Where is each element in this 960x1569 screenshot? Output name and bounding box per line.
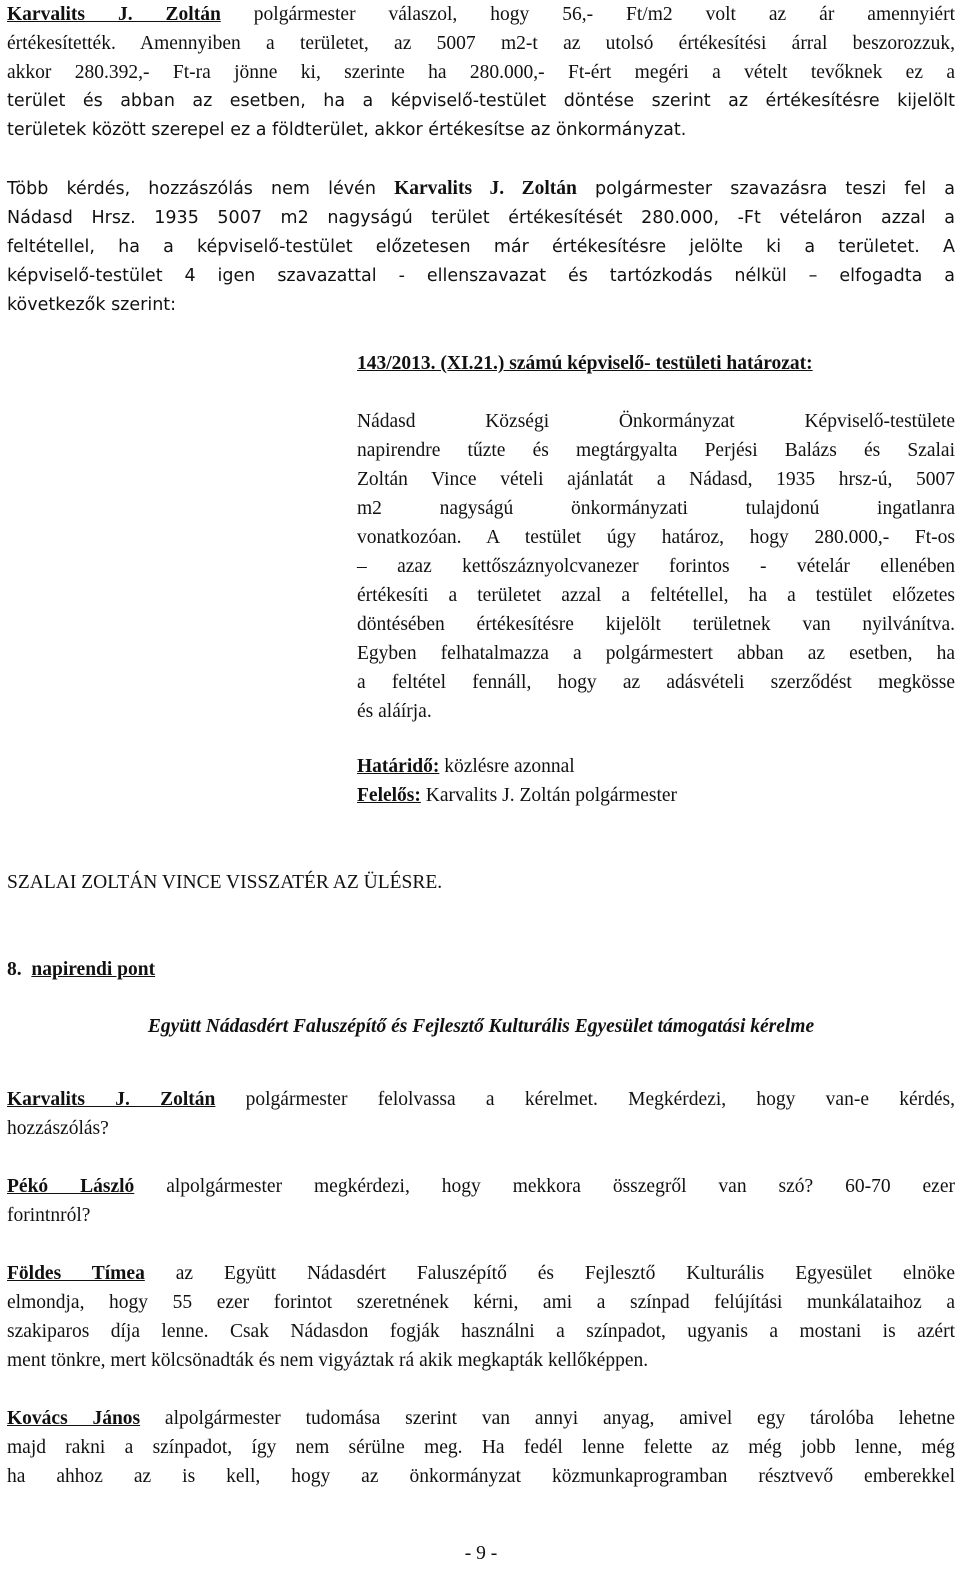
- text-line: szakiparos díja lenne. Csak Nádasdon fogják használni a színpadot, ugyanis a mostani is azért: [7, 1321, 955, 1342]
- paragraph-vice-mayor-storage: [7, 1404, 955, 1491]
- text-line: – azaz kettőszáznyolcvanezer forintos - vételár ellenében: [357, 556, 955, 577]
- text-line: forintnról?: [7, 1205, 91, 1226]
- text-line: értékesítették. Amennyiben a területet, az 5007 m2-t az utolsó értékesítési árral beszorozzuk,: [7, 33, 955, 54]
- paragraph-vote: [7, 174, 955, 320]
- paragraph-mayor-answer: [7, 0, 955, 145]
- text-line: akkor 280.392,- Ft-ra jönne ki, szerinte ha 280.000,- Ft-ért megéri a vételt tevőknek ez a: [7, 62, 955, 83]
- agenda-number: 8.: [7, 959, 22, 980]
- text-line: döntésében értékesítésre kijelölt területnek van nyilvánítva.: [357, 614, 955, 635]
- text-line: Karvalits J. Zoltán polgármester válaszol, hogy 56,- Ft/m2 volt az ár amennyiért: [7, 4, 955, 25]
- resolution-body: [357, 407, 955, 726]
- speaker-name: Karvalits J. Zoltán: [7, 4, 221, 25]
- responsible-value: Karvalits J. Zoltán polgármester: [420, 785, 678, 806]
- text-line: Egyben felhatalmazza a polgármestert abban az esetben, ha: [357, 643, 955, 664]
- text-line: Kovács János alpolgármester tudomása szerint van annyi anyag, amivel egy tárolóba lehetne: [7, 1408, 955, 1429]
- text-line: Karvalits J. Zoltán polgármester felolvassa a kérelmet. Megkérdezi, hogy van-e kérdés,: [7, 1089, 955, 1110]
- text-line: ment tönkre, mert kölcsönadták és nem vigyáztak rá akik megkapták kellőképpen.: [7, 1350, 649, 1371]
- text-line: feltétellel, ha a képviselő-testület előzetesen már értékesítésre jelölte ki a területet. A: [7, 237, 955, 257]
- return-notice: SZALAI ZOLTÁN VINCE VISSZATÉR AZ ÜLÉSRE.: [7, 872, 443, 893]
- agenda-item-header: [7, 955, 155, 984]
- text-line: Több kérdés, hozzászólás nem lévén Karvalits J. Zoltán polgármester szavazásra teszi fel a: [7, 178, 955, 199]
- deadline-value: közlésre azonnal: [439, 756, 575, 777]
- text-line: képviselő-testület 4 igen szavazattal - ellenszavazat és tartózkodás nélkül – elfogadta a: [7, 266, 955, 286]
- text-line: és aláírja.: [357, 701, 432, 722]
- text-line: területek között szerepel ez a földterület, akkor értékesítse az önkormányzat.: [7, 120, 687, 140]
- agenda-title: Együtt Nádasdért Faluszépítő és Fejlesztő Kulturális Egyesület támogatási kérelme: [147, 1016, 815, 1037]
- text-line: majd rakni a színpadot, így nem sérülne meg. Ha fedél lenne felette az még jobb lenne, még: [7, 1437, 955, 1458]
- responsible-label: Felelős:: [357, 785, 421, 806]
- text-line: napirendre tűzte és megtárgyalta Perjési Balázs és Szalai: [357, 440, 955, 461]
- text-line: Földes Tímea az Együtt Nádasdért Faluszépítő és Fejlesztő Kulturális Egyesület elnöke: [7, 1263, 956, 1284]
- text-line: ha ahhoz az is kell, hogy az önkormányzat közmunkaprogramban résztvevő emberekkel: [7, 1466, 955, 1487]
- speaker-name: Pékó László: [7, 1176, 135, 1197]
- text-line: következők szerint:: [7, 295, 177, 315]
- deadline-label: Határidő:: [357, 756, 440, 777]
- paragraph-mayor-reads: [7, 1085, 955, 1143]
- text-line: m2 nagyságú önkormányzati tulajdonú ingatlanra: [357, 498, 955, 519]
- agenda-label: napirendi pont: [31, 959, 156, 980]
- speaker-name: Földes Tímea: [7, 1263, 145, 1284]
- resolution-responsible: [357, 781, 677, 810]
- page-number: - 9 -: [464, 1543, 498, 1564]
- text-line: Nádasd Hrsz. 1935 5007 m2 nagyságú terület értékesítését 280.000, -Ft vételáron azzal a: [7, 208, 955, 228]
- text-line: hozzászólás?: [7, 1118, 109, 1139]
- text-line: Pékó László alpolgármester megkérdezi, hogy mekkora összegről van szó? 60-70 ezer: [7, 1176, 955, 1197]
- speaker-name: Kovács János: [7, 1408, 141, 1429]
- paragraph-association-chair: [7, 1259, 955, 1375]
- text-line: Nádasd Községi Önkormányzat Képviselő-testülete: [357, 411, 955, 432]
- text-line: elmondja, hogy 55 ezer forintot szeretnének kérni, ami a színpad felújítási munkálataihoz a: [7, 1292, 955, 1313]
- speaker-name: Karvalits J. Zoltán: [394, 178, 577, 199]
- text-line: vonatkozóan. A testület úgy határoz, hogy 280.000,- Ft-os: [357, 527, 955, 548]
- resolution-title: 143/2013. (XI.21.) számú képviselő- testületi határozat:: [357, 353, 813, 374]
- resolution-deadline: [357, 752, 575, 781]
- text-line: Zoltán Vince vételi ajánlatát a Nádasd, 1935 hrsz-ú, 5007: [357, 469, 955, 490]
- text-line: értékesíti a területet azzal a feltétellel, ha a testület előzetes: [357, 585, 955, 606]
- paragraph-vice-mayor-question: [7, 1172, 955, 1230]
- text-line: a feltétel fennáll, hogy az adásvételi szerződést megkösse: [357, 672, 955, 693]
- text-line: terület és abban az esetben, ha a képviselő-testület döntése szerint az értékesítésre kijelölt: [7, 91, 955, 111]
- speaker-name: Karvalits J. Zoltán: [7, 1089, 216, 1110]
